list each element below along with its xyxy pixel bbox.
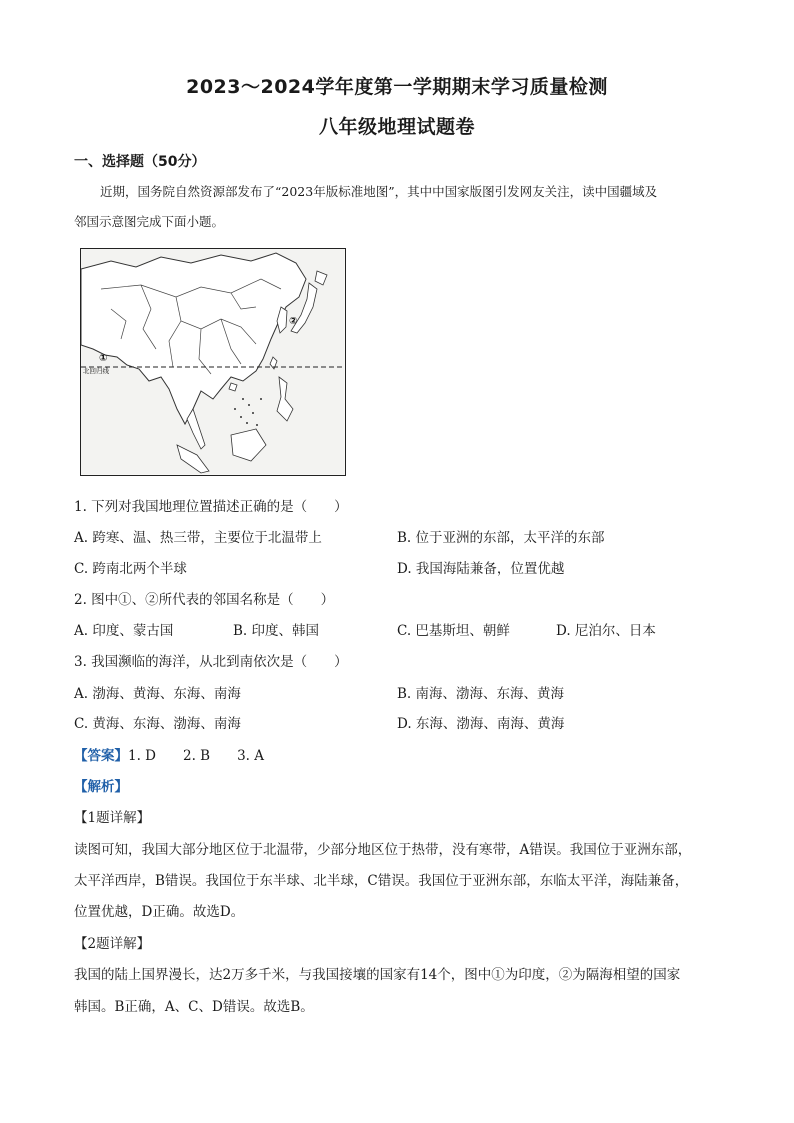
question-2-option-a: A. 印度、蒙古国 (74, 623, 174, 639)
q1-detail-heading: 【1题详解】 (74, 810, 151, 826)
exam-title: 2023～2024学年度第一学期期末学习质量检测 (186, 76, 608, 98)
q2-detail-line-1: 我国的陆上国界漫长，达2万多千米，与我国接壤的国家有14个，图中①为印度，②为隔海相望的国家 (74, 967, 681, 983)
china-neighbors-map (80, 248, 346, 476)
question-1-option-b: B. 位于亚洲的东部，太平洋的东部 (397, 530, 605, 546)
question-3-option-a: A. 渤海、黄海、东海、南海 (74, 686, 241, 702)
question-2-stem: 2. 图中①、②所代表的邻国名称是（ ） (74, 592, 335, 608)
intro-line-2: 邻国示意图完成下面小题。 (74, 214, 225, 229)
map-hainan (229, 383, 237, 391)
question-1-option-d: D. 我国海陆兼备，位置优越 (397, 561, 565, 577)
q1-detail-line-2: 太平洋西岸，B错误。我国位于东半球、北半球，C错误。我国位于亚洲东部，东临太平洋，海陆兼备， (74, 873, 689, 889)
question-3-option-c: C. 黄海、东海、渤海、南海 (74, 716, 241, 732)
answer-row (74, 744, 264, 764)
question-2-option-b: B. 印度、韩国 (233, 623, 320, 639)
analysis-label: 【解析】 (74, 779, 128, 795)
intro-line-1: 近期，国务院自然资源部发布了“2023年版标准地图”，其中中国家版图引发网友关注，读中国疆域及 (100, 184, 658, 199)
question-2-option-c: C. 巴基斯坦、朝鲜 (397, 623, 510, 639)
question-3-option-b: B. 南海、渤海、东海、黄海 (397, 686, 565, 702)
question-1-option-c: C. 跨南北两个半球 (74, 561, 187, 577)
map-marker-1: ① (99, 353, 108, 364)
question-3-option-d: D. 东海、渤海、南海、黄海 (397, 716, 565, 732)
section-heading: 一、选择题（50分） (74, 154, 206, 170)
q1-detail-line-1: 读图可知，我国大部分地区位于北温带，少部分地区位于热带，没有寒带，A错误。我国位于亚洲东部， (74, 842, 692, 858)
question-2-option-d: D. 尼泊尔、日本 (556, 623, 656, 639)
tropic-label: 北回归线 (83, 367, 109, 375)
q2-detail-line-2: 韩国。B正确，A、C、D错误。故选B。 (74, 999, 314, 1015)
q1-detail-line-3: 位置优越，D正确。故选D。 (74, 904, 245, 920)
question-1-option-a: A. 跨寒、温、热三带，主要位于北温带上 (74, 530, 322, 546)
answer-values: 1. D 2. B 3. A (128, 748, 265, 764)
q2-detail-heading: 【2题详解】 (74, 936, 151, 952)
exam-subtitle: 八年级地理试题卷 (318, 116, 475, 138)
map-marker-2: ② (289, 316, 298, 327)
map-svg (81, 249, 344, 474)
answer-label: 【答案】 (74, 748, 128, 764)
question-1-stem: 1. 下列对我国地理位置描述正确的是（ ） (74, 499, 348, 515)
question-3-stem: 3. 我国濒临的海洋，从北到南依次是（ ） (74, 654, 348, 670)
